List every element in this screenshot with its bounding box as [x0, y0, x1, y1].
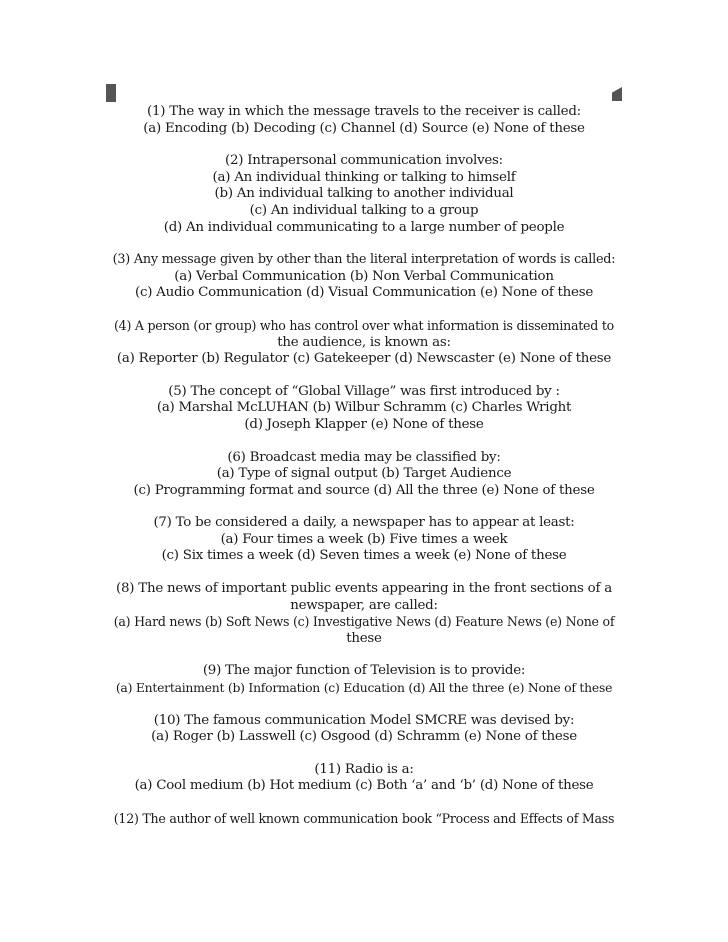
question-2-option-a: (a) An individual thinking or talking to himself: [212, 169, 516, 185]
question-3-options-2: (c) Audio Communication (d) Visual Communication (e) None of these: [134, 285, 594, 301]
question-8-options-2: these: [346, 630, 382, 646]
question-7-stem: (7) To be considered a daily, a newspaper has to appear at least:: [153, 515, 575, 531]
question-3-stem: (3) Any message given by other than the literal interpretation of words is called:: [112, 252, 616, 268]
question-4: [112, 318, 616, 368]
question-6-stem: (6) Broadcast media may be classified by:: [227, 449, 501, 465]
question-1-stem: (1) The way in which the message travels to the receiver is called:: [147, 104, 581, 119]
question-5-options-1: (a) Marshal McLUHAN (b) Wilbur Schramm (c) Charles Wright: [156, 400, 572, 416]
question-4-stem-1: (4) A person (or group) who has control over what information is disseminated to: [114, 317, 614, 333]
question-1: [112, 104, 616, 137]
question-5-stem: (5) The concept of “Global Village” was first introduced by :: [168, 383, 560, 399]
question-2-stem: (2) Intrapersonal communication involves:: [225, 153, 503, 169]
question-8: [112, 581, 616, 647]
question-12-stem: (12) The author of well known communication book “Process and Effects of Mass: [113, 811, 615, 826]
question-2-option-d: (d) An individual communicating to a large number of people: [163, 219, 565, 235]
question-8-options-1: (a) Hard news (b) Soft News (c) Investigative News (d) Feature News (e) None of: [113, 614, 615, 630]
question-3-options-1: (a) Verbal Communication (b) Non Verbal Communication: [174, 268, 554, 284]
question-5-options-2: (d) Joseph Klapper (e) None of these: [244, 416, 484, 432]
question-6-options-2: (c) Programming format and source (d) All the three (e) None of these: [133, 482, 595, 498]
question-8-stem-1: (8) The news of important public events appearing in the front sections of a: [116, 581, 612, 597]
question-10: [112, 713, 616, 746]
question-7-options-1: (a) Four times a week (b) Five times a week: [220, 531, 508, 547]
question-12: [112, 811, 616, 828]
question-11-stem: (11) Radio is a:: [314, 761, 414, 777]
question-11-options: (a) Cool medium (b) Hot medium (c) Both ‘a’ and ‘b’ (d) None of these: [134, 778, 594, 794]
question-11: [112, 762, 616, 795]
page-corner-mark-left: [106, 84, 116, 102]
question-4-options: (a) Reporter (b) Regulator (c) Gatekeeper (d) Newscaster (e) None of these: [116, 351, 612, 367]
page-corner-mark-right: [612, 87, 622, 101]
question-4-stem-2: the audience, is known as:: [277, 334, 451, 350]
question-2-option-b: (b) An individual talking to another individual: [214, 186, 514, 202]
question-2: [112, 153, 616, 236]
question-10-stem: (10) The famous communication Model SMCRE was devised by:: [153, 712, 575, 728]
question-2-option-c: (c) An individual talking to a group: [249, 202, 479, 218]
question-5: [112, 384, 616, 434]
question-7: [112, 515, 616, 565]
question-1-options: (a) Encoding (b) Decoding (c) Channel (d) Source (e) None of these: [143, 120, 585, 136]
question-3: [112, 252, 616, 302]
question-6-options-1: (a) Type of signal output (b) Target Audience: [216, 466, 512, 482]
question-list: [112, 104, 616, 844]
question-6: [112, 450, 616, 500]
question-8-stem-2: newspaper, are called:: [290, 597, 438, 613]
question-9-options: (a) Entertainment (b) Information (c) Education (d) All the three (e) None of these: [115, 680, 613, 696]
question-7-options-2: (c) Six times a week (d) Seven times a week (e) None of these: [161, 548, 567, 564]
question-10-options: (a) Roger (b) Lasswell (c) Osgood (d) Schramm (e) None of these: [151, 729, 577, 745]
question-9-stem: (9) The major function of Television is to provide:: [202, 663, 526, 679]
question-9: [112, 663, 616, 696]
